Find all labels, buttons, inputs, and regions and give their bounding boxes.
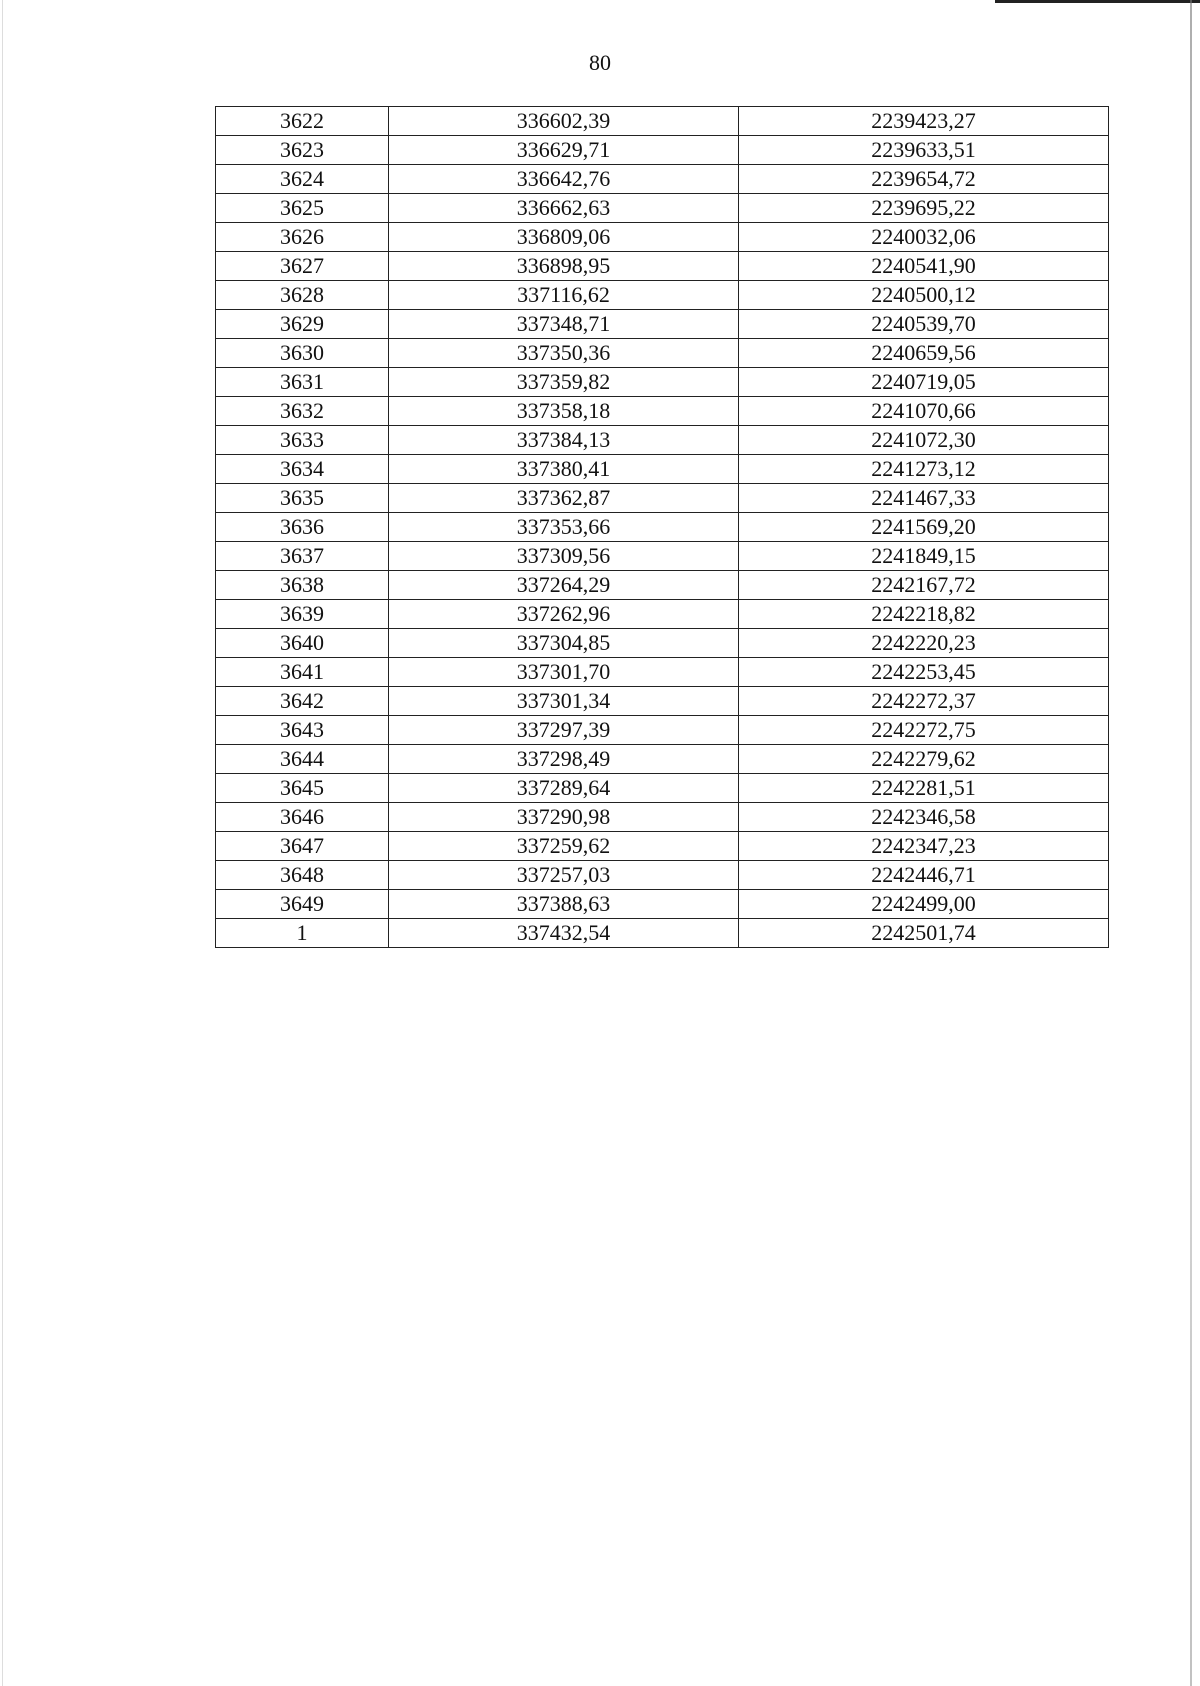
x-coordinate-cell: 337350,36: [389, 339, 739, 368]
scan-right-edge: [1190, 0, 1192, 1686]
table-row: [216, 165, 1109, 194]
y-coordinate-cell: 2239654,72: [739, 165, 1109, 194]
table-row: [216, 600, 1109, 629]
y-coordinate-cell: 2242279,62: [739, 745, 1109, 774]
x-coordinate-cell: 337301,34: [389, 687, 739, 716]
table-row: [216, 890, 1109, 919]
x-coordinate-cell: 337289,64: [389, 774, 739, 803]
table-row: [216, 687, 1109, 716]
x-coordinate-cell: 337257,03: [389, 861, 739, 890]
scan-left-edge: [2, 0, 3, 1686]
x-coordinate-cell: 337348,71: [389, 310, 739, 339]
point-number-cell: 3643: [216, 716, 389, 745]
point-number-cell: 3625: [216, 194, 389, 223]
point-number-cell: 1: [216, 919, 389, 948]
point-number-cell: 3641: [216, 658, 389, 687]
y-coordinate-cell: 2242272,37: [739, 687, 1109, 716]
point-number-cell: 3637: [216, 542, 389, 571]
point-number-cell: 3646: [216, 803, 389, 832]
y-coordinate-cell: 2242446,71: [739, 861, 1109, 890]
y-coordinate-cell: 2241467,33: [739, 484, 1109, 513]
point-number-cell: 3633: [216, 426, 389, 455]
point-number-cell: 3634: [216, 455, 389, 484]
table-row: [216, 252, 1109, 281]
table-row: [216, 397, 1109, 426]
table-row: [216, 368, 1109, 397]
x-coordinate-cell: 337298,49: [389, 745, 739, 774]
table-row: [216, 107, 1109, 136]
y-coordinate-cell: 2241569,20: [739, 513, 1109, 542]
x-coordinate-cell: 337353,66: [389, 513, 739, 542]
x-coordinate-cell: 337259,62: [389, 832, 739, 861]
point-number-cell: 3635: [216, 484, 389, 513]
x-coordinate-cell: 337384,13: [389, 426, 739, 455]
table-row: [216, 658, 1109, 687]
table-row: [216, 919, 1109, 948]
y-coordinate-cell: 2242220,23: [739, 629, 1109, 658]
y-coordinate-cell: 2241070,66: [739, 397, 1109, 426]
x-coordinate-cell: 337290,98: [389, 803, 739, 832]
y-coordinate-cell: 2241849,15: [739, 542, 1109, 571]
y-coordinate-cell: 2241072,30: [739, 426, 1109, 455]
x-coordinate-cell: 337262,96: [389, 600, 739, 629]
table-row: [216, 716, 1109, 745]
y-coordinate-cell: 2239695,22: [739, 194, 1109, 223]
y-coordinate-cell: 2242167,72: [739, 571, 1109, 600]
x-coordinate-cell: 337380,41: [389, 455, 739, 484]
point-number-cell: 3631: [216, 368, 389, 397]
x-coordinate-cell: 337358,18: [389, 397, 739, 426]
x-coordinate-cell: 336629,71: [389, 136, 739, 165]
x-coordinate-cell: 337359,82: [389, 368, 739, 397]
point-number-cell: 3647: [216, 832, 389, 861]
y-coordinate-cell: 2240719,05: [739, 368, 1109, 397]
table-row: [216, 803, 1109, 832]
y-coordinate-cell: 2240539,70: [739, 310, 1109, 339]
table-row: [216, 484, 1109, 513]
point-number-cell: 3627: [216, 252, 389, 281]
x-coordinate-cell: 336662,63: [389, 194, 739, 223]
y-coordinate-cell: 2242346,58: [739, 803, 1109, 832]
table-row: [216, 455, 1109, 484]
y-coordinate-cell: 2239423,27: [739, 107, 1109, 136]
point-number-cell: 3648: [216, 861, 389, 890]
table-row: [216, 861, 1109, 890]
point-number-cell: 3628: [216, 281, 389, 310]
x-coordinate-cell: 337388,63: [389, 890, 739, 919]
y-coordinate-cell: 2242499,00: [739, 890, 1109, 919]
coordinates-table-body: [216, 107, 1109, 948]
table-row: [216, 339, 1109, 368]
point-number-cell: 3626: [216, 223, 389, 252]
table-row: [216, 426, 1109, 455]
table-row: [216, 513, 1109, 542]
table-row: [216, 745, 1109, 774]
table-row: [216, 281, 1109, 310]
x-coordinate-cell: 336898,95: [389, 252, 739, 281]
table-row: [216, 774, 1109, 803]
table-row: [216, 571, 1109, 600]
y-coordinate-cell: 2240659,56: [739, 339, 1109, 368]
table-row: [216, 223, 1109, 252]
y-coordinate-cell: 2242218,82: [739, 600, 1109, 629]
point-number-cell: 3636: [216, 513, 389, 542]
x-coordinate-cell: 337116,62: [389, 281, 739, 310]
x-coordinate-cell: 337297,39: [389, 716, 739, 745]
table-row: [216, 310, 1109, 339]
x-coordinate-cell: 337304,85: [389, 629, 739, 658]
y-coordinate-cell: 2242253,45: [739, 658, 1109, 687]
point-number-cell: 3624: [216, 165, 389, 194]
point-number-cell: 3629: [216, 310, 389, 339]
y-coordinate-cell: 2242272,75: [739, 716, 1109, 745]
x-coordinate-cell: 337432,54: [389, 919, 739, 948]
table-row: [216, 832, 1109, 861]
y-coordinate-cell: 2242501,74: [739, 919, 1109, 948]
x-coordinate-cell: 336642,76: [389, 165, 739, 194]
point-number-cell: 3639: [216, 600, 389, 629]
table-row: [216, 136, 1109, 165]
y-coordinate-cell: 2242281,51: [739, 774, 1109, 803]
point-number-cell: 3638: [216, 571, 389, 600]
point-number-cell: 3630: [216, 339, 389, 368]
coordinates-table: [215, 106, 1109, 948]
point-number-cell: 3640: [216, 629, 389, 658]
point-number-cell: 3632: [216, 397, 389, 426]
y-coordinate-cell: 2239633,51: [739, 136, 1109, 165]
x-coordinate-cell: 337362,87: [389, 484, 739, 513]
x-coordinate-cell: 336602,39: [389, 107, 739, 136]
point-number-cell: 3623: [216, 136, 389, 165]
x-coordinate-cell: 337301,70: [389, 658, 739, 687]
point-number-cell: 3649: [216, 890, 389, 919]
x-coordinate-cell: 337264,29: [389, 571, 739, 600]
y-coordinate-cell: 2240541,90: [739, 252, 1109, 281]
table-row: [216, 194, 1109, 223]
point-number-cell: 3642: [216, 687, 389, 716]
y-coordinate-cell: 2241273,12: [739, 455, 1109, 484]
point-number-cell: 3644: [216, 745, 389, 774]
x-coordinate-cell: 336809,06: [389, 223, 739, 252]
y-coordinate-cell: 2240032,06: [739, 223, 1109, 252]
table-row: [216, 542, 1109, 571]
y-coordinate-cell: 2242347,23: [739, 832, 1109, 861]
y-coordinate-cell: 2240500,12: [739, 281, 1109, 310]
point-number-cell: 3645: [216, 774, 389, 803]
x-coordinate-cell: 337309,56: [389, 542, 739, 571]
page-number: 80: [589, 50, 611, 75]
scan-top-rule: [995, 0, 1200, 3]
table-row: [216, 629, 1109, 658]
point-number-cell: 3622: [216, 107, 389, 136]
